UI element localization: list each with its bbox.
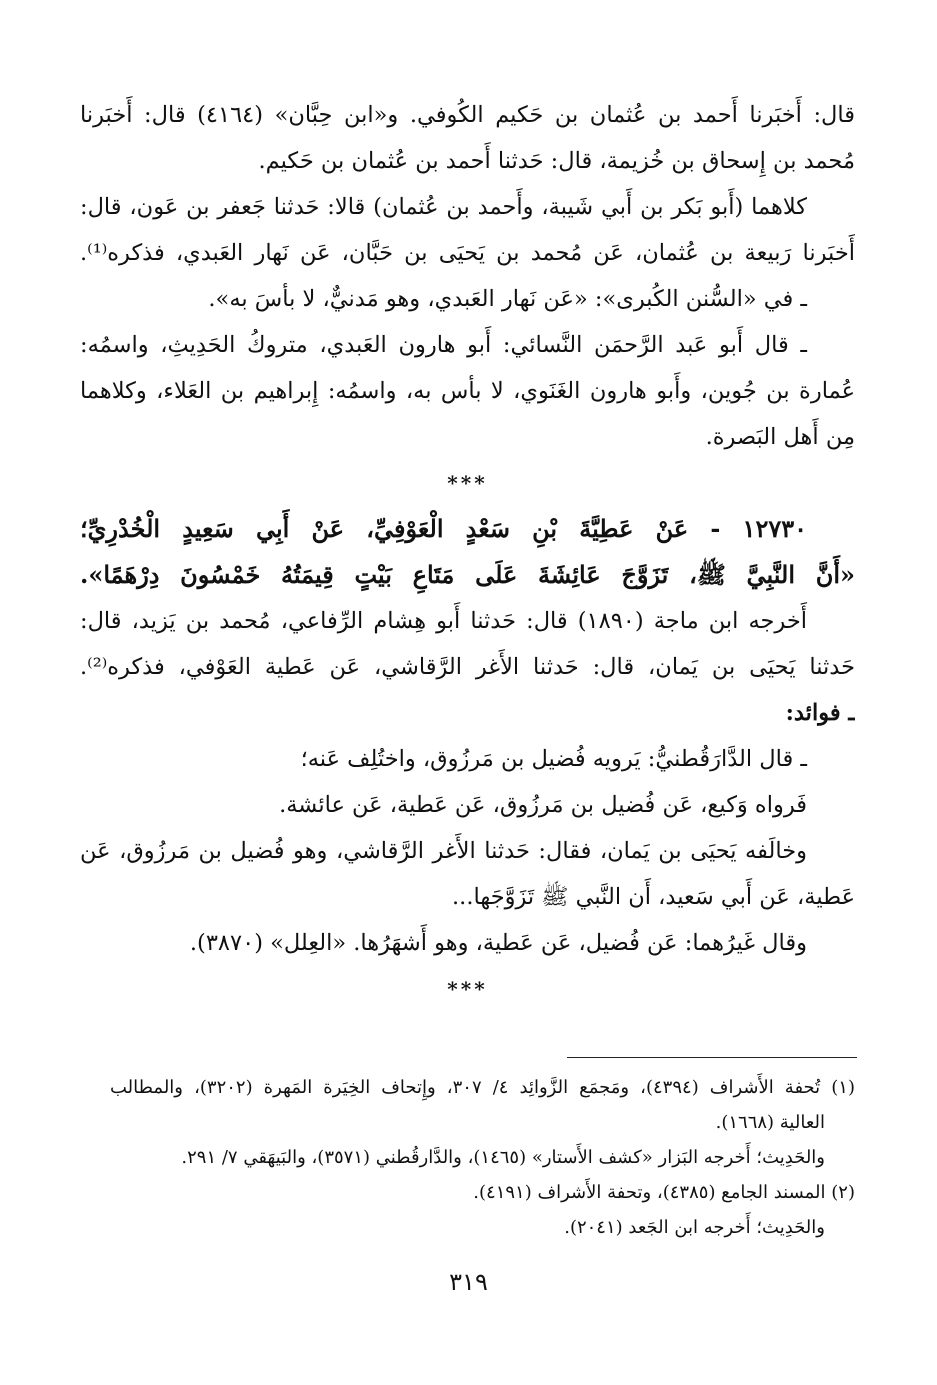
text-line: ـ قال أَبو عَبد الرَّحمَن النَّسائي: أَبو هارون العَبدي، متروكُ الحَدِيثِ، واسمُه: [80,332,807,358]
footnote-divider [567,1057,857,1058]
text-line: أَخرجه ابن ماجة (١٨٩٠) قال: حَدثنا أَبو هِشام الرِّفاعي، مُحمد بن يَزيد، قال: [80,608,807,634]
text-line: ـ في «السُّنن الكُبرى»: «عَن نَهار العَبدي، وهو مَدنيٌّ، لا بأسَ به». [208,286,807,312]
text-line: وقال غَيرُهما: عَن فُضيل، عَن عَطية، وهو أَشهَرُها. «العِلل» (٣٨٧٠). [189,930,807,956]
hadith-text: ١٢٧٣٠ - عَنْ عَطِيَّةَ بْنِ سَعْدٍ الْعَوْفِيِّ، عَنْ أَبِي سَعِيدٍ الْخُدْرِيِّ؛ [80,514,807,543]
footnote-line: والحَدِيث؛ أَخرجه ابن الجَعد (٢٠٤١). [564,1217,825,1238]
text-line: وخالَفه يَحيَى بن يَمان، فقال: حَدثنا الأَغر الرَّقاشي، وهو فُضيل بن مَرزُوق، عَن [80,838,807,864]
page-number: ٣١٩ [449,1268,488,1296]
page-body [80,92,855,1012]
text-line: عَطية، عَن أَبي سَعيد، أَن النَّبي ﷺ تَزَوَّجَها... [452,884,855,910]
text-line: حَدثنا يَحيَى بن يَمان، قال: حَدثنا الأَغر الرَّقاشي، عَن عَطية العَوْفي، فذكره⁽²⁾. [80,654,855,680]
footnote-line: العالية (١٦٦٨). [715,1112,825,1133]
footnote-line: (٢) المسند الجامع (٤٣٨٥)، وتحفة الأَشراف (٤١٩١). [473,1182,855,1203]
footnote-line: والحَدِيث؛ أَخرجه البَزار «كشف الأَستار» (١٤٦٥)، والدَّارقُطني (٣٥٧١)، والبَيهَقي ٧/ ٢٩١. [181,1147,825,1168]
section-separator: *** [447,977,488,1001]
text-line: مُحمد بن إِسحاق بن خُزيمة، قال: حَدثنا أَحمد بن عُثمان بن حَكيم. [258,148,855,174]
text-line: كلاهما (أَبو بَكر بن أَبي شَيبة، وأَحمد بن عُثمان) قالا: حَدثنا جَعفر بن عَون، قال: [80,194,807,220]
footnote-line: (١) تُحفة الأَشراف (٤٣٩٤)، ومَجمَع الزَّوائِد ٤/ ٣٠٧، وإِتحاف الخِيَرة المَهرة (٣٢٠٢)، والمطالب [110,1077,855,1098]
text-line: مِن أَهل البَصرة. [705,424,855,450]
text-line: ـ قال الدَّارَقُطنيُّ: يَرويه فُضيل بن مَرزُوق، واختُلِف عَنه؛ [300,746,807,772]
text-line: قال: أَخبَرنا أَحمد بن عُثمان بن حَكيم الكُوفي. و«ابن حِبَّان» (٤١٦٤) قال: أَخبَرنا [80,102,855,128]
footnotes [110,1070,855,1245]
fawaid-heading: ـ فوائد: [785,700,855,726]
text-line: أَخبَرنا رَبيعة بن عُثمان، عَن مُحمد بن يَحيَى بن حَبَّان، عَن نَهار العَبدي، فذكره⁽¹⁾. [80,240,855,266]
hadith-text: «أَنَّ النَّبِيَّ ﷺ، تَزَوَّجَ عَائِشَةَ عَلَى مَتَاعِ بَيْتٍ قِيمَتُهُ خَمْسُونَ دِرْهَمًا». [80,560,855,589]
text-line: فَرواه وَكيع، عَن فُضيل بن مَرزُوق، عَن عَطية، عَن عائشة. [279,792,807,818]
section-separator: *** [447,471,488,495]
text-line: عُمارة بن جُوين، وأَبو هارون الغَنَوي، لا بأس به، واسمُه: إِبراهيم بن العَلاء، وكلاهما [80,378,855,404]
